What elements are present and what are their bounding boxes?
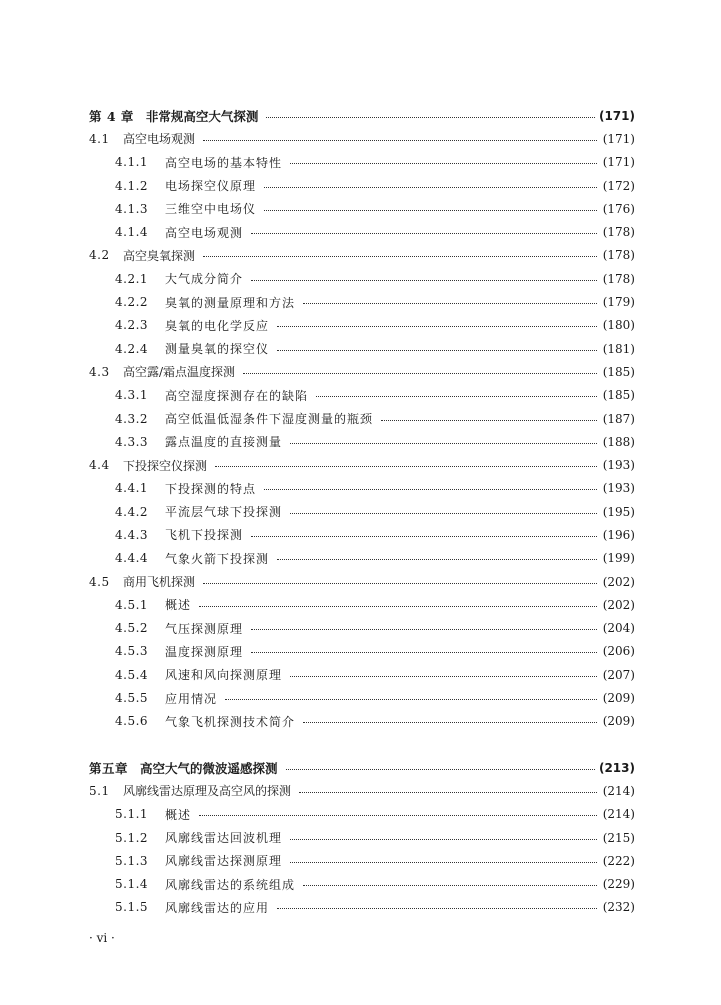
toc-entry-page: (214) xyxy=(602,807,635,822)
toc-subsection-entry[interactable] xyxy=(89,547,635,570)
toc-leader-dots xyxy=(264,203,597,215)
toc-entry-title: 高空露/霜点温度探测 xyxy=(123,365,236,380)
page-number: · vi · xyxy=(89,931,115,945)
toc-leader-dots xyxy=(316,389,597,401)
toc-entry-number: 4.4.1 xyxy=(115,481,149,496)
toc-leader-dots xyxy=(243,366,597,378)
toc-entry-number: 4.5.1 xyxy=(115,597,149,612)
toc-leader-dots xyxy=(264,482,597,494)
toc-entry-page: (181) xyxy=(602,341,635,356)
toc-subsection-entry[interactable] xyxy=(89,500,635,523)
toc-entry-number: 第 4 章 xyxy=(89,108,134,124)
toc-entry-number: 4.3.3 xyxy=(115,434,149,449)
toc-leader-dots xyxy=(290,506,597,518)
toc-entry-number: 5.1.3 xyxy=(115,853,149,868)
toc-entry-number: 5.1.1 xyxy=(115,807,149,822)
toc-entry-title: 高空电场的基本特性 xyxy=(165,155,283,170)
toc-section-entry[interactable] xyxy=(89,779,635,802)
toc-entry-page: (196) xyxy=(602,527,635,542)
toc-entry-title: 概述 xyxy=(165,598,192,613)
toc-entry-number: 4.5 xyxy=(89,574,110,589)
toc-entry-title: 臭氧的测量原理和方法 xyxy=(165,295,296,310)
toc-leader-dots xyxy=(264,180,597,192)
toc-entry-title: 气象火箭下投探测 xyxy=(165,551,270,566)
toc-entry-number: 5.1.4 xyxy=(115,877,149,892)
toc-leader-dots xyxy=(299,785,597,797)
toc-leader-dots xyxy=(277,901,597,913)
toc-leader-dots xyxy=(266,110,595,122)
toc-subsection-entry[interactable] xyxy=(89,174,635,197)
toc-entry-page: (193) xyxy=(602,481,635,496)
toc-entry-number: 4.1.4 xyxy=(115,225,149,240)
toc-entry-title: 概述 xyxy=(165,807,192,822)
toc-entry-number: 4.5.6 xyxy=(115,714,149,729)
toc-leader-dots xyxy=(290,832,597,844)
toc-leader-dots xyxy=(203,133,597,145)
toc-entry-title: 风速和风向探测原理 xyxy=(165,668,283,683)
section-gap xyxy=(89,733,635,756)
toc-subsection-entry[interactable] xyxy=(89,197,635,220)
toc-section-entry[interactable] xyxy=(89,360,635,383)
toc-entry-title: 飞机下投探测 xyxy=(165,528,244,543)
toc-entry-page: (185) xyxy=(602,364,635,379)
toc-entry-number: 4.2.4 xyxy=(115,341,149,356)
toc-entry-title: 高空电场观测 xyxy=(123,132,196,147)
toc-entry-number: 4.3.2 xyxy=(115,411,149,426)
toc-subsection-entry[interactable] xyxy=(89,151,635,174)
toc-entry-title: 露点温度的直接测量 xyxy=(165,435,283,450)
toc-subsection-entry[interactable] xyxy=(89,267,635,290)
toc-entry-number: 4.1 xyxy=(89,131,110,146)
toc-entry-title: 高空湿度探测存在的缺陷 xyxy=(165,388,309,403)
toc-entry-page: (178) xyxy=(602,225,635,240)
toc-entry-page: (178) xyxy=(602,248,635,263)
toc-leader-dots xyxy=(251,226,597,238)
toc-entry-number: 5.1.2 xyxy=(115,830,149,845)
toc-entry-number: 4.2 xyxy=(89,248,110,263)
toc-subsection-entry[interactable] xyxy=(89,826,635,849)
toc-entry-number: 5.1.5 xyxy=(115,900,149,915)
toc-entry-title: 高空电场观测 xyxy=(165,225,244,240)
toc-entry-number: 4.4.4 xyxy=(115,551,149,566)
toc-entry-number: 4.2.3 xyxy=(115,318,149,333)
toc-subsection-entry[interactable] xyxy=(89,430,635,453)
toc-entry-page: (209) xyxy=(602,714,635,729)
toc-entry-page: (209) xyxy=(602,691,635,706)
toc-entry-number: 4.3 xyxy=(89,364,110,379)
toc-subsection-entry[interactable] xyxy=(89,663,635,686)
toc-leader-dots xyxy=(381,413,597,425)
toc-entry-title: 气压探测原理 xyxy=(165,621,244,636)
toc-entry-page: (229) xyxy=(602,877,635,892)
toc-entry-number: 第五章 xyxy=(89,760,129,776)
toc-entry-page: (172) xyxy=(602,178,635,193)
toc-entry-page: (206) xyxy=(602,644,635,659)
toc-leader-dots xyxy=(286,762,595,774)
toc-entry-page: (202) xyxy=(602,597,635,612)
toc-leader-dots xyxy=(290,436,597,448)
toc-subsection-entry[interactable] xyxy=(89,523,635,546)
toc-entry-title: 气象飞机探测技术简介 xyxy=(165,714,296,729)
toc-leader-dots xyxy=(277,319,597,331)
toc-entry-page: (232) xyxy=(602,900,635,915)
toc-leader-dots xyxy=(251,529,597,541)
toc-leader-dots xyxy=(303,878,597,890)
toc-entry-number: 4.3.1 xyxy=(115,388,149,403)
toc-subsection-entry[interactable] xyxy=(89,384,635,407)
toc-entry-number: 4.2.2 xyxy=(115,295,149,310)
toc-entry-page: (207) xyxy=(602,667,635,682)
toc-leader-dots xyxy=(251,622,597,634)
toc-entry-number: 4.1.3 xyxy=(115,201,149,216)
toc-entry-title: 电场探空仪原理 xyxy=(165,179,257,194)
toc-leader-dots xyxy=(203,576,597,588)
toc-section-entry[interactable] xyxy=(89,570,635,593)
toc-entry-title: 大气成分简介 xyxy=(165,272,244,287)
toc-entry-page: (215) xyxy=(602,830,635,845)
toc-entry-number: 4.5.5 xyxy=(115,691,149,706)
toc-leader-dots xyxy=(277,343,597,355)
toc-subsection-entry[interactable] xyxy=(89,849,635,872)
toc-subsection-entry[interactable] xyxy=(89,640,635,663)
toc-entry-number: 4.2.1 xyxy=(115,271,149,286)
toc-entry-title: 风廓线雷达原理及高空风的探测 xyxy=(123,784,292,799)
toc-subsection-entry[interactable] xyxy=(89,686,635,709)
toc-subsection-entry[interactable] xyxy=(89,803,635,826)
toc-entry-number: 4.1.2 xyxy=(115,178,149,193)
toc-entry-page: (195) xyxy=(602,504,635,519)
toc-leader-dots xyxy=(303,715,597,727)
toc-entry-page: (188) xyxy=(602,434,635,449)
toc-entry-title: 温度探测原理 xyxy=(165,644,244,659)
toc-subsection-entry[interactable] xyxy=(89,896,635,919)
toc-section-entry[interactable] xyxy=(89,127,635,150)
toc-entry-title: 测量臭氧的探空仪 xyxy=(165,342,270,357)
toc-subsection-entry[interactable] xyxy=(89,337,635,360)
toc-entry-page: (222) xyxy=(602,853,635,868)
toc-entry-title: 风廓线雷达的应用 xyxy=(165,900,270,915)
toc-entry-page: (213) xyxy=(598,760,635,775)
toc-entry-title: 风廓线雷达探测原理 xyxy=(165,854,283,869)
toc-entry-number: 4.4.3 xyxy=(115,527,149,542)
toc-subsection-entry[interactable] xyxy=(89,290,635,313)
toc-entry-number: 5.1 xyxy=(89,783,110,798)
toc-entry-title: 高空大气的微波遥感探测 xyxy=(140,760,278,776)
toc-entry-page: (185) xyxy=(602,388,635,403)
toc-subsection-entry[interactable] xyxy=(89,873,635,896)
toc-entry-number: 4.5.4 xyxy=(115,667,149,682)
toc-leader-dots xyxy=(203,249,597,261)
toc-entry-title: 臭氧的电化学反应 xyxy=(165,318,270,333)
toc-entry-page: (204) xyxy=(602,621,635,636)
toc-entry-number: 4.5.2 xyxy=(115,621,149,636)
toc-subsection-entry[interactable] xyxy=(89,407,635,430)
toc-leader-dots xyxy=(303,296,597,308)
toc-entry-page: (171) xyxy=(602,155,635,170)
toc-entry-number: 4.4.2 xyxy=(115,504,149,519)
toc-entry-page: (187) xyxy=(602,411,635,426)
toc-leader-dots xyxy=(251,273,597,285)
toc-entry-page: (176) xyxy=(602,201,635,216)
toc-subsection-entry[interactable] xyxy=(89,314,635,337)
toc-leader-dots xyxy=(251,645,597,657)
toc-entry-title: 下投探测的特点 xyxy=(165,481,257,496)
toc-subsection-entry[interactable] xyxy=(89,593,635,616)
toc-leader-dots xyxy=(277,552,597,564)
toc-entry-title: 平流层气球下投探测 xyxy=(165,505,283,520)
table-of-contents xyxy=(89,104,635,919)
toc-entry-page: (214) xyxy=(602,783,635,798)
toc-entry-title: 应用情况 xyxy=(165,691,218,706)
toc-subsection-entry[interactable] xyxy=(89,710,635,733)
toc-entry-number: 4.5.3 xyxy=(115,644,149,659)
toc-section-entry[interactable] xyxy=(89,244,635,267)
toc-entry-title: 高空低温低湿条件下湿度测量的瓶颈 xyxy=(165,412,374,426)
toc-entry-title: 商用飞机探测 xyxy=(123,575,196,590)
toc-leader-dots xyxy=(199,599,597,611)
toc-entry-title: 下投探空仪探测 xyxy=(123,458,208,473)
toc-section-entry[interactable] xyxy=(89,453,635,476)
toc-entry-page: (179) xyxy=(602,295,635,310)
toc-entry-title: 三维空中电场仪 xyxy=(165,202,257,217)
toc-leader-dots xyxy=(290,156,597,168)
toc-entry-page: (178) xyxy=(602,271,635,286)
toc-leader-dots xyxy=(225,692,597,704)
toc-entry-title: 非常规高空大气探测 xyxy=(145,108,259,124)
toc-entry-page: (193) xyxy=(602,458,635,473)
toc-leader-dots xyxy=(215,459,597,471)
toc-entry-page: (171) xyxy=(602,131,635,146)
toc-entry-page: (171) xyxy=(598,108,635,123)
toc-chapter-entry[interactable] xyxy=(89,756,635,779)
toc-entry-number: 4.4 xyxy=(89,458,110,473)
toc-entry-title: 风廓线雷达回波机理 xyxy=(165,831,283,846)
toc-entry-page: (199) xyxy=(602,551,635,566)
toc-subsection-entry[interactable] xyxy=(89,617,635,640)
toc-chapter-entry[interactable] xyxy=(89,104,635,127)
toc-entry-page: (180) xyxy=(602,318,635,333)
toc-entry-title: 高空臭氧探测 xyxy=(123,248,196,263)
toc-entry-title: 风廓线雷达的系统组成 xyxy=(165,877,296,892)
toc-leader-dots xyxy=(290,855,597,867)
toc-leader-dots xyxy=(290,669,597,681)
toc-leader-dots xyxy=(199,808,597,820)
toc-subsection-entry[interactable] xyxy=(89,220,635,243)
toc-entry-page: (202) xyxy=(602,574,635,589)
toc-subsection-entry[interactable] xyxy=(89,477,635,500)
toc-entry-number: 4.1.1 xyxy=(115,155,149,170)
